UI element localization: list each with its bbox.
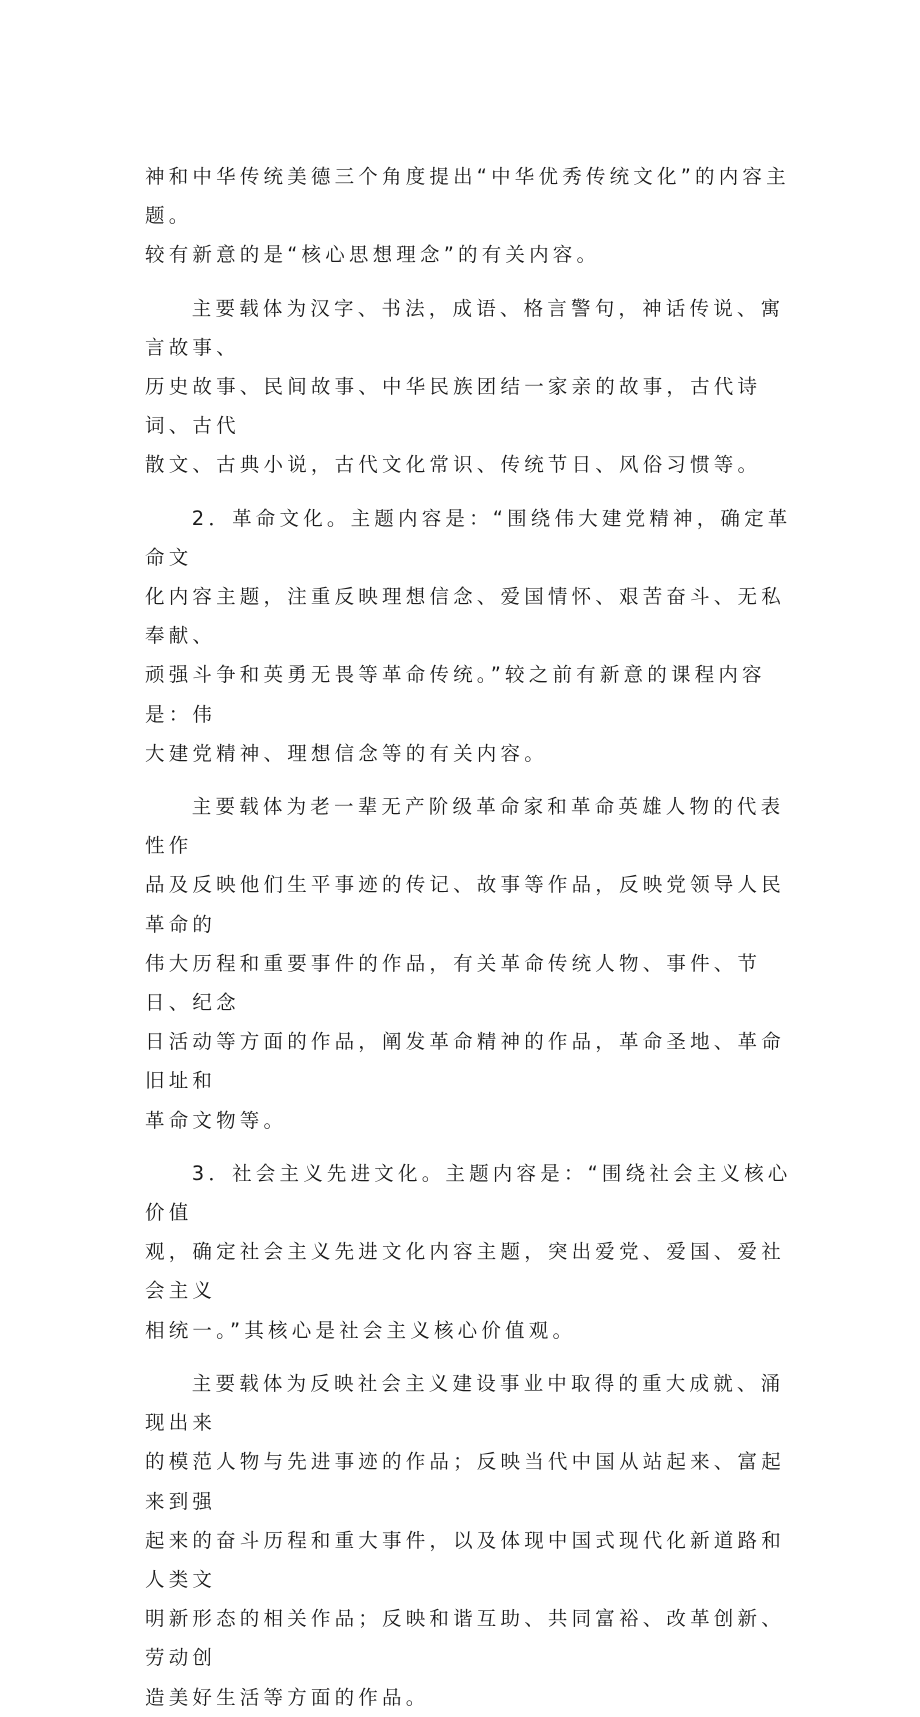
paragraph-p1 [145, 157, 805, 275]
text-line: 神和中华传统美德三个角度提出“中华优秀传统文化”的内容主题。 [145, 165, 790, 228]
document-page [145, 157, 805, 1717]
text-line: 主要载体为反映社会主义建设事业中取得的重大成就、涌现出来 [145, 1371, 785, 1435]
text-line: 品及反映他们生平事迹的传记、故事等作品，反映党领导人民革命的 [145, 873, 785, 936]
text-line: 日活动等方面的作品，阐发革命精神的作品，革命圣地、革命旧址和 [145, 1030, 785, 1093]
paragraph-gap [145, 773, 805, 787]
text-line: 主要载体为汉字、书法，成语、格言警句，神话传说、寓言故事、 [145, 296, 785, 359]
text-line: 造美好生活等方面的作品。 [145, 1685, 430, 1709]
paragraph-gap [145, 1140, 805, 1154]
text-line: 顽强斗争和英勇无畏等革命传统。”较之前有新意的课程内容是：伟 [145, 663, 766, 726]
paragraph-p2 [145, 289, 805, 485]
text-line: 历史故事、民间故事、中华民族团结一家亲的故事，古代诗词、古代 [145, 375, 762, 438]
paragraph-p4 [145, 787, 805, 1140]
document-body [145, 157, 805, 1717]
text-line: 革命文物等。 [145, 1108, 288, 1132]
text-line: 相统一。”其核心是社会主义核心价值观。 [145, 1318, 577, 1342]
text-line: 的模范人物与先进事迹的作品；反映当代中国从站起来、富起来到强 [145, 1450, 785, 1513]
paragraph-p3 [145, 499, 805, 773]
paragraph-p6 [145, 1364, 805, 1717]
text-line: 明新形态的相关作品；反映和谐互助、共同富裕、改革创新、劳动创 [145, 1607, 785, 1670]
text-line: 化内容主题，注重反映理想信念、爱国情怀、艰苦奋斗、无私奉献、 [145, 585, 785, 648]
paragraph-gap [145, 1350, 805, 1364]
text-line: 3．社会主义先进文化。主题内容是：“围绕社会主义核心价值 [145, 1161, 792, 1225]
text-line: 散文、古典小说，古代文化常识、传统节日、风俗习惯等。 [145, 453, 762, 477]
text-line: 起来的奋斗历程和重大事件，以及体现中国式现代化新道路和人类文 [145, 1528, 785, 1591]
text-line: 2．革命文化。主题内容是：“围绕伟大建党精神，确定革命文 [145, 506, 792, 569]
text-line: 较有新意的是“核心思想理念”的有关内容。 [145, 243, 601, 267]
text-line: 观，确定社会主义先进文化内容主题，突出爱党、爱国、爱社会主义 [145, 1240, 785, 1303]
paragraph-gap [145, 275, 805, 289]
text-line: 大建党精神、理想信念等的有关内容。 [145, 741, 548, 765]
paragraph-gap [145, 485, 805, 499]
text-line: 主要载体为老一辈无产阶级革命家和革命英雄人物的代表性作 [145, 795, 785, 858]
text-line: 伟大历程和重要事件的作品，有关革命传统人物、事件、节日、纪念 [145, 951, 762, 1015]
paragraph-p5 [145, 1154, 805, 1350]
